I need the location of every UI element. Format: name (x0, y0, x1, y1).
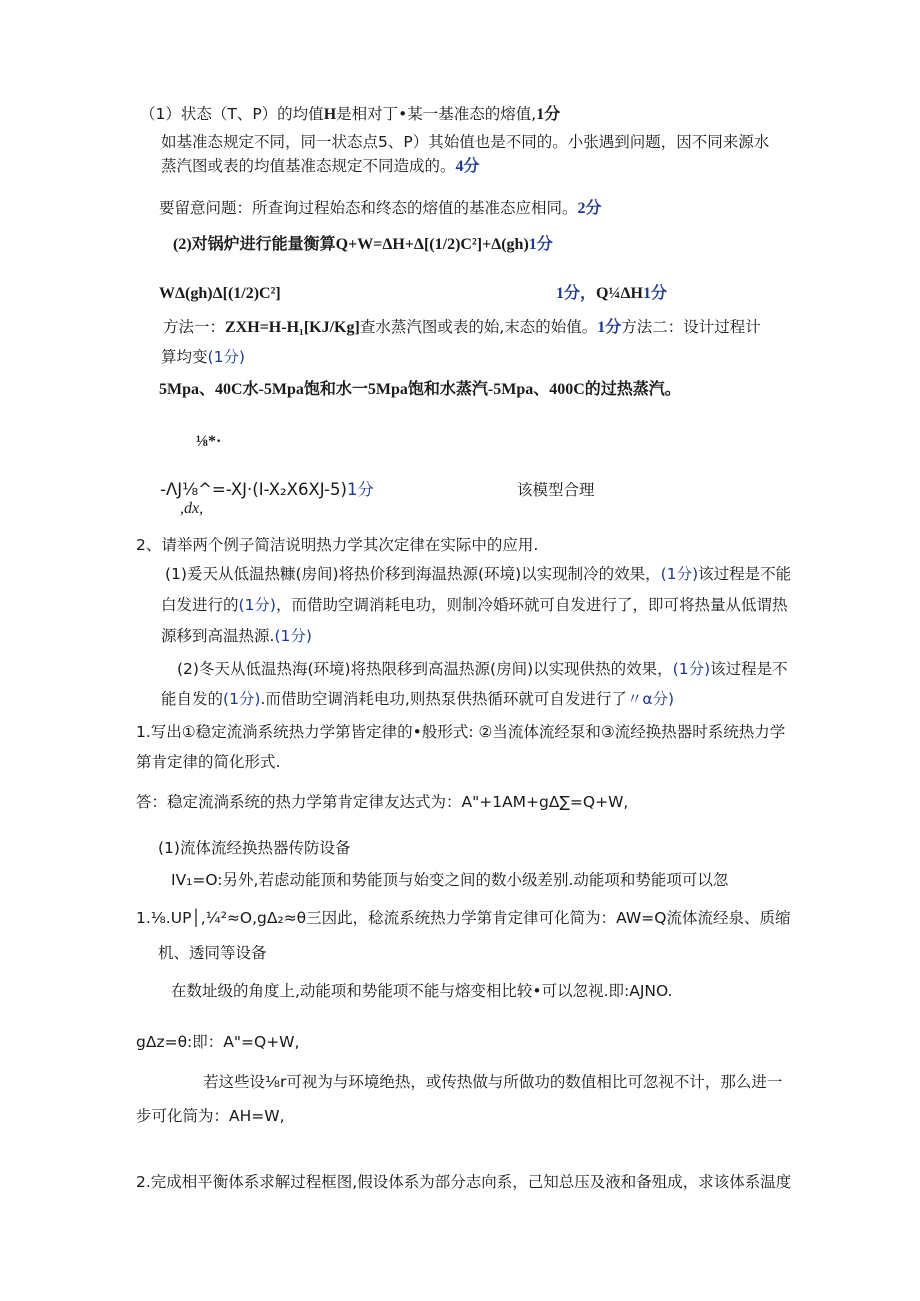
text: (2)对锅炉进行能量衡算Q+W=ΔH+Δ[(1/2)C²]+Δ(gh) (173, 236, 529, 253)
text-line-17 (177, 659, 788, 679)
score: (1分) (274, 627, 312, 645)
score: 1分 (536, 106, 561, 123)
text: 算均变 (161, 348, 208, 366)
score: 1分， (556, 285, 597, 302)
text: 白发进行的 (161, 596, 239, 614)
text-line-12: ,dx, (180, 500, 204, 517)
text: 源移到高温热源. (161, 627, 275, 645)
score: 1分 (642, 285, 667, 302)
text-line-19: 1.写出①稳定流淌系统热力学第皆定律的•般形式: ②当流体流经泵和③流经换热器时系统热力学 (136, 723, 786, 741)
text-line-4 (159, 198, 602, 219)
text-line-20: 第肯定律的简化形式. (136, 753, 281, 771)
score: (1分) (672, 660, 711, 678)
score: 1分 (528, 236, 553, 253)
text: 该过程是不能 (698, 565, 792, 583)
text-line-26: 在数址级的角度上,动能项和势能项不能与熔变相比较•可以忽视.即:AJNO. (171, 982, 673, 1000)
text-line-8 (161, 347, 245, 367)
text-line-10: ⅛*· (196, 433, 222, 450)
score: (1分) (238, 596, 276, 614)
text-line-6-right (556, 284, 667, 304)
text: 方法二：设计过程计 (621, 318, 761, 336)
text-line-29: 步可化筒为：AH=W, (136, 1107, 285, 1125)
text-line-30: 2.完成相平衡体系求解过程框图,假设体系为部分志向系，己知总压及液和备殂成，求该体系温度 (136, 1173, 792, 1191)
formula: -ΛJ⅛^=-XJ·(I-X₂X6XJ-5) (160, 480, 347, 499)
text-line-25: 机、透同等设备 (158, 944, 267, 962)
text-line-11-right: 该模型合理 (517, 481, 595, 499)
text-line-2: 如基准态规定不同，同一状态点5、P）其始值也是不同的。小张遇到问题，因不同来源水 (161, 133, 770, 151)
score: 1分 (597, 319, 622, 336)
text: H (323, 106, 337, 123)
formula: ZXH=H-H₁[KJ/Kg] (225, 319, 360, 336)
text-line-15 (161, 595, 788, 615)
text-line-9: 5Mpa、40C水-5Mpa饱和水一5Mpa饱和水蒸汽-5Mpa、400C的过热蒸汽。 (159, 381, 681, 398)
text: 要留意问题：所查询过程始态和终态的熔值的基准态应相同。 (159, 199, 578, 217)
text-line-5 (173, 235, 553, 255)
score: 2分 (577, 200, 602, 217)
text-line-13: 2、请举两个例子简洁说明热力学其次定律在实际中的应用. (136, 536, 539, 554)
text-line-16 (161, 626, 312, 646)
text-line-3 (161, 156, 480, 177)
text: （1）状态（T、P）的均值 (140, 105, 324, 123)
text-line-7 (163, 317, 761, 338)
text-line-1 (140, 104, 560, 125)
text: 能自发的 (161, 690, 224, 708)
score: (1分) (207, 348, 245, 366)
text-line-18 (161, 689, 674, 709)
text-line-28: 若这些设⅛r可视为与环境绝热，或传热做与所做功的数值相比可忽视不计，那么进一 (203, 1073, 783, 1091)
text: (2)冬天从低温热海(环境)将热限移到高温热源(房间)以实现供热的效果， (177, 660, 673, 678)
text-line-14 (165, 564, 791, 584)
text-line-11-left (160, 480, 374, 500)
text-line-22: (1)流体流经换热器传防设备 (158, 839, 351, 857)
score: (1分) (223, 690, 261, 708)
text: 查水蒸汽图或表的始,末态的始值。 (359, 318, 598, 336)
text: ，而借助空调消耗电功，则制冷婚环就可自发进行了，即可将热量从低谓热 (275, 596, 788, 614)
text-line-23: IV₁=O:另外,若虑动能顶和势能顶与始变之间的数小级差别.动能项和势能项可以忽 (171, 871, 729, 889)
text-line-24: 1.⅛.UP│,¼²≈O,gΔ₂≈θ三因此，稔流系统热力学第肯定律可化简为：AW=Q流体流经泉、质缩 (136, 909, 791, 927)
text-line-21: 答：稳定流淌系统的热力学第肯定律友达式为：A"+1AM+gΔ∑=Q+W, (136, 793, 629, 811)
text-line-6-left: WΔ(gh)Δ[(1/2)C²] (159, 285, 281, 302)
text: 该过程是不 (710, 660, 788, 678)
score: 1分 (346, 480, 374, 499)
score: 4分 (455, 158, 480, 175)
score: (1分) (660, 565, 699, 583)
score: 〃α分) (626, 690, 675, 708)
text-line-27: gΔz=θ:即：A"=Q+W, (136, 1033, 300, 1051)
text: 方法一： (163, 318, 226, 336)
text: Q¼ΔH (596, 285, 643, 302)
text: 蒸汽图或表的均值基准态规定不同造成的。 (161, 157, 456, 175)
text: 是相对丁•某一基准态的熔值, (336, 105, 537, 123)
text: .而借助空调消耗电功,则热泵供热循环就可自发进行了 (260, 690, 627, 708)
text: (1)爰天从低温热糠(房间)将热价移到海温热源(环境)以实现制冷的效果， (165, 565, 661, 583)
